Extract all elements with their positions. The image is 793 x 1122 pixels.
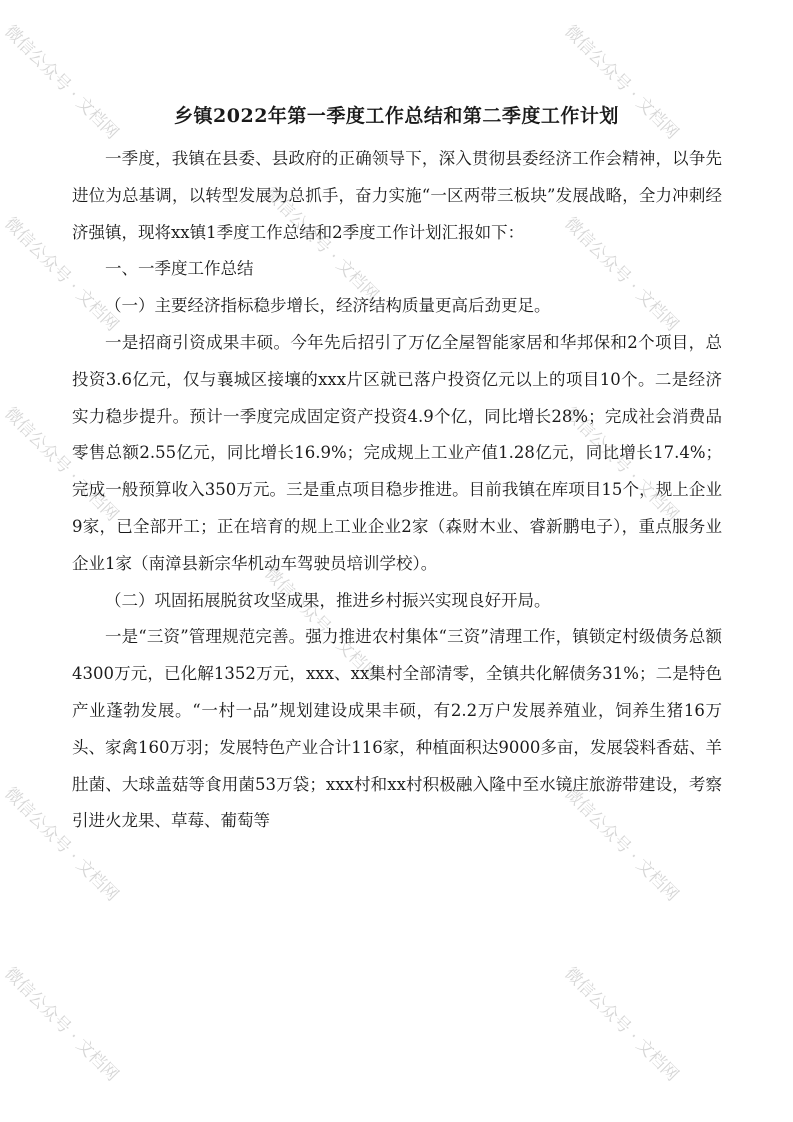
heading-subsection-1: （一）主要经济指标稳步增长，经济结构质量更高后劲更足。 — [105, 296, 551, 316]
watermark: 微信公众号 · 文档网 — [0, 21, 123, 144]
watermark: 微信公众号 · 文档网 — [560, 963, 683, 1086]
document-title: 乡镇2022年第一季度工作总结和第二季度工作计划 — [174, 105, 619, 127]
watermark: 微信公众号 · 文档网 — [0, 213, 123, 336]
watermark: 微信公众号 · 文档网 — [260, 563, 383, 686]
watermark: 微信公众号 · 文档网 — [0, 963, 123, 1086]
watermark: 微信公众号 · 文档网 — [560, 21, 683, 144]
watermark: 微信公众号 · 文档网 — [560, 403, 683, 526]
watermark: 微信公众号 · 文档网 — [560, 783, 683, 906]
paragraph-rural: 一是“三资”管理规范完善。强力推进农村集体“三资”清理工作，镇锁定村级债务总额4300万元，已化解1352万元，xxx、xx集村全部清零，全镇共化解债务31%；二是特色产业蓬勃发展。“一村一品”规划建设成果丰硕，有2.2万户发展养殖业，饲养生猪16万头、家禽160万羽；发展特色产业合计116家，种植面积达9000多亩，发展袋料香菇、羊肚菌、大球盖菇等食用菌53万袋；xxx村和xx村积极融入隆中至水镜庄旅游带建设，考察引进火龙果、草莓、葡萄等 — [72, 627, 722, 831]
document-body — [72, 141, 722, 840]
heading-subsection-2: （二）巩固拓展脱贫攻坚成果，推进乡村振兴实现良好开局。 — [105, 590, 551, 610]
heading-section-1: 一、一季度工作总结 — [105, 259, 254, 279]
watermark: 微信公众号 · 文档网 — [0, 403, 123, 526]
paragraph-economy: 一是招商引资成果丰硕。今年先后招引了万亿全屋智能家居和华邦保和2个项目，总投资3.6亿元，仅与襄城区接壤的xxx片区就已落户投资亿元以上的项目10个。二是经济实力稳步提升。预计一季度完成固定资产投资4.9个亿，同比增长28%；完成社会消费品零售总额2.55亿元，同比增长16.9%；完成规上工业产值1.28亿元，同比增长17.4%；完成一般预算收入350万元。三是重点项目稳步推进。目前我镇在库项目15个，规上企业9家，已全部开工；正在培育的规上工业企业2家（森财木业、睿新鹏电子），重点服务业企业1家（南漳县新宗华机动车驾驶员培训学校）。 — [72, 332, 722, 573]
watermark: 微信公众号 · 文档网 — [260, 183, 383, 306]
paragraph-intro: 一季度，我镇在县委、县政府的正确领导下，深入贯彻县委经济工作会精神，以争先进位为总基调，以转型发展为总抓手，奋力实施“一区两带三板块”发展战略，全力冲刺经济强镇，现将xx镇1季度工作总结和2季度工作计划汇报如下： — [72, 149, 722, 242]
watermark: 微信公众号 · 文档网 — [560, 213, 683, 336]
watermark: 微信公众号 · 文档网 — [0, 783, 123, 906]
